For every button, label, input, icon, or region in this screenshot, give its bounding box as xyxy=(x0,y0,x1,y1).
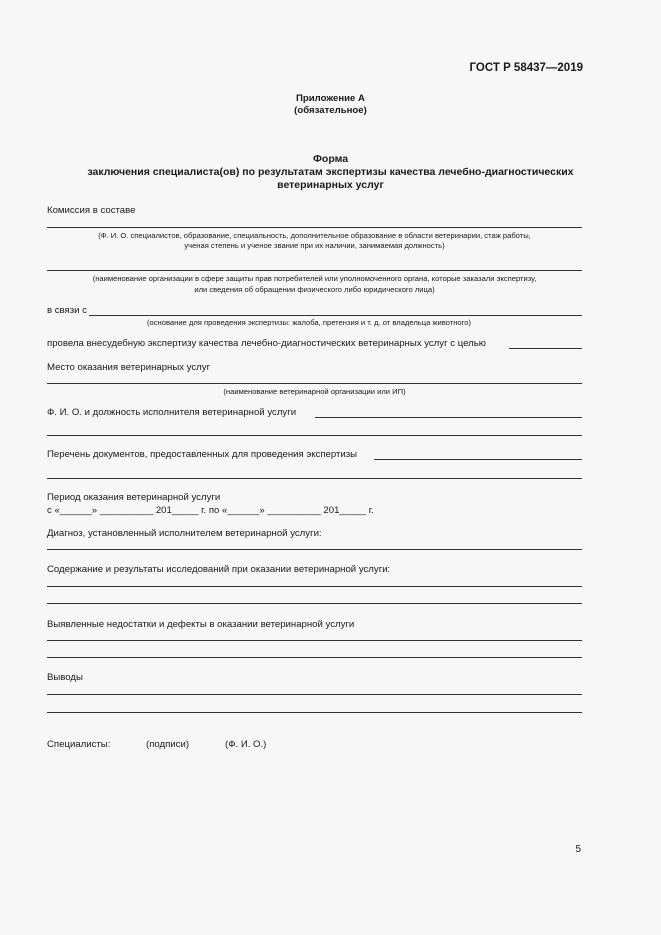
in-connection-label: в связи с xyxy=(47,305,87,316)
documents-line-2[interactable] xyxy=(47,478,582,479)
documents-label: Перечень документов, предоставленных для проведения экспертизы xyxy=(47,449,358,460)
page-number: 5 xyxy=(575,844,581,855)
defects-line-2[interactable] xyxy=(47,657,582,658)
diagnosis-line[interactable] xyxy=(47,549,582,550)
executor-label: Ф. И. О. и должность исполнителя ветеринарной услуги xyxy=(47,407,297,418)
organization-note-1: (наименование организации в сфере защиты прав потребителей или уполномоченного органа, которые заказали экспертизу, xyxy=(92,274,537,283)
defects-line-1[interactable] xyxy=(47,640,582,641)
commission-note-2: ученая степень и ученое звание при их наличии, занимаемая должность) xyxy=(184,241,445,250)
period-dates[interactable]: с «______» __________ 201_____ г. по «______» __________ 201_____ г. xyxy=(47,505,374,516)
conducted-label: провела внесудебную экспертизу качества лечебно-диагностических ветеринарных услуг с целью xyxy=(47,338,486,349)
in-connection-note: (основание для проведения экспертизы: жалоба, претензия и т. д. от владельца животного) xyxy=(146,318,471,327)
organization-note-2: или сведения об обращении физического либо юридического лица) xyxy=(194,285,435,294)
executor-line-2[interactable] xyxy=(47,435,582,436)
executor-line-1[interactable] xyxy=(315,417,582,418)
conclusions-line-1[interactable] xyxy=(47,694,582,695)
form-title: Форма xyxy=(312,153,349,165)
diagnosis-label: Диагноз, установленный исполнителем ветеринарной услуги: xyxy=(47,528,322,539)
signatures-label: (подписи) xyxy=(146,739,190,750)
defects-label: Выявленные недостатки и дефекты в оказании ветеринарной услуги xyxy=(47,619,355,630)
standard-number: ГОСТ Р 58437—2019 xyxy=(469,62,583,74)
contents-line-2[interactable] xyxy=(47,603,582,604)
names-label: (Ф. И. О.) xyxy=(225,739,267,750)
contents-label: Содержание и результаты исследований при оказании ветеринарной услуги: xyxy=(47,564,391,575)
appendix-title: Приложение А xyxy=(296,93,365,104)
place-label: Место оказания ветеринарных услуг xyxy=(47,362,211,373)
specialists-label: Специалисты: xyxy=(47,739,111,750)
place-line[interactable] xyxy=(47,383,582,384)
appendix-status: (обязательное) xyxy=(294,105,367,116)
place-note: (наименование ветеринарной организации или ИП) xyxy=(223,387,406,396)
commission-note-1: (Ф. И. О. специалистов, образование, специальность, дополнительное образование в области ветеринарии, стаж работы, xyxy=(98,231,531,240)
organization-line[interactable] xyxy=(47,270,582,271)
conclusions-label: Выводы xyxy=(47,672,83,683)
period-label: Период оказания ветеринарной услуги xyxy=(47,492,221,503)
form-subtitle-line1: заключения специалиста(ов) по результатам экспертизы качества лечебно-диагностических xyxy=(87,166,574,178)
conclusions-line-2[interactable] xyxy=(47,712,582,713)
documents-line-1[interactable] xyxy=(374,459,582,460)
contents-line-1[interactable] xyxy=(47,586,582,587)
purpose-line[interactable] xyxy=(509,348,582,349)
commission-line[interactable] xyxy=(47,227,582,228)
commission-label: Комиссия в составе xyxy=(47,205,136,216)
form-subtitle-line2: ветеринарных услуг xyxy=(277,179,384,191)
